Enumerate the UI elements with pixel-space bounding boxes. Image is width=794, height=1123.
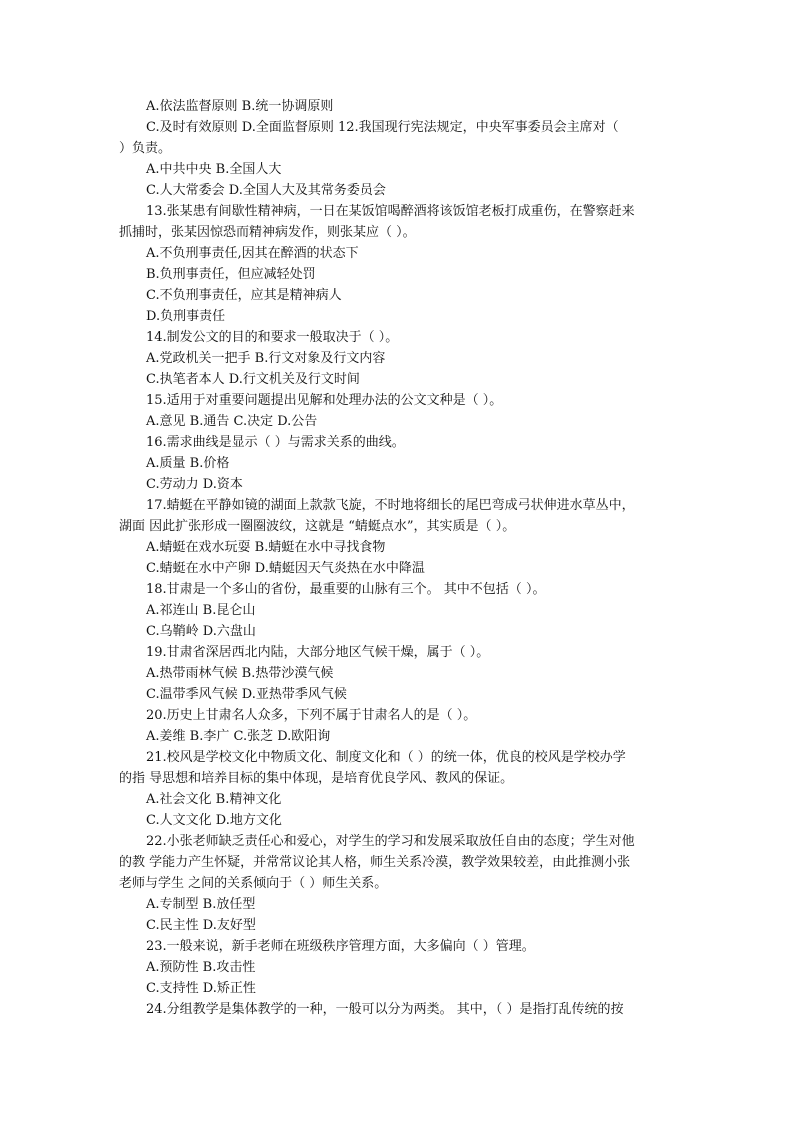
- text-line: 24.分组教学是集体教学的一种，一般可以分为两类。 其中，（ ）是指打乱传统的按: [146, 1002, 624, 1017]
- text-line: C.支持性 D.矫正性: [146, 981, 256, 996]
- text-line: A.预防性 B.攻击性: [146, 960, 256, 975]
- text-line: A.热带雨林气候 B.热带沙漠气候: [146, 666, 334, 681]
- text-line: 抓捕时，张某因惊恐而精神病发作，则张某应（ ）。: [119, 225, 416, 240]
- text-line: C.温带季风气候 D.亚热带季风气候: [146, 687, 347, 702]
- text-line: A.社会文化 B.精神文化: [146, 792, 282, 807]
- text-line: ）负责。: [119, 141, 172, 156]
- text-line: D.负刑事责任: [146, 309, 226, 324]
- text-line: 22.小张老师缺乏责任心和爱心，对学生的学习和发展采取放任自由的态度；学生对他: [146, 834, 635, 849]
- text-line: C.劳动力 D.资本: [146, 477, 243, 492]
- text-line: 21.校风是学校文化中物质文化、制度文化和（ ）的统一体，优良的校风是学校办学: [146, 750, 626, 765]
- text-line: 19.甘肃省深居西北内陆，大部分地区气候干燥，属于（ ）。: [146, 645, 490, 660]
- text-line: 14.制发公文的目的和要求一般取决于（ ）。: [146, 330, 399, 345]
- text-line: C.民主性 D.友好型: [146, 918, 256, 933]
- text-line: A.蜻蜓在戏水玩耍 B.蜻蜓在水中寻找食物: [146, 540, 386, 555]
- text-line: 23.一般来说，新手老师在班级秩序管理方面，大多偏向（ ）管理。: [146, 939, 535, 954]
- text-line: A.专制型 B.放任型: [146, 897, 256, 912]
- text-line: 15.适用于对重要问题提出见解和处理办法的公文文种是（ ）。: [146, 393, 503, 408]
- exam-question-text: [119, 96, 679, 1020]
- text-line: 17.蜻蜓在平静如镜的湖面上款款飞旋，不时地将细长的尾巴弯成弓状伸进水草丛中，: [146, 498, 635, 513]
- text-line: C.及时有效原则 D.全面监督原则 12.我国现行宪法规定，中央军事委员会主席对（: [146, 120, 619, 135]
- text-line: C.蜻蜓在水中产卵 D.蜻蜓因天气炎热在水中降温: [146, 561, 425, 576]
- text-line: C.不负刑事责任，应其是精神病人: [146, 288, 342, 303]
- text-line: A.中共中央 B.全国人大: [146, 162, 282, 177]
- text-line: 的教 学能力产生怀疑，并常常议论其人格，师生关系冷漠，教学效果较差，由此推测小张: [119, 855, 631, 870]
- text-line: 18.甘肃是一个多山的省份，最重要的山脉有三个。 其中不包括（ ）。: [146, 582, 546, 597]
- text-line: C.人文文化 D.地方文化: [146, 813, 282, 828]
- text-line: B.负刑事责任，但应减轻处罚: [146, 267, 316, 282]
- text-line: A.姜维 B.李广 C.张芝 D.欧阳询: [146, 729, 331, 744]
- text-line: 16.需求曲线是显示（ ）与需求关系的曲线。: [146, 435, 405, 450]
- text-line: 13.张某患有间歇性精神病，一日在某饭馆喝醉酒将该饭馆老板打成重伤，在警察赶来: [146, 204, 635, 219]
- text-line: 20.历史上甘肃名人众多，下列不属于甘肃名人的是（ ）。: [146, 708, 477, 723]
- text-line: A.意见 B.通告 C.决定 D.公告: [146, 414, 318, 429]
- text-line: C.乌鞘岭 D.六盘山: [146, 624, 256, 639]
- text-line: C.人大常委会 D.全国人大及其常务委员会: [146, 183, 386, 198]
- text-line: 的指 导思想和培养目标的集中体现，是培育优良学风、教风的保证。: [119, 771, 514, 786]
- text-line: 老师与学生 之间的关系倾向于（ ）师生关系。: [119, 876, 388, 891]
- text-line: C.执笔者本人 D.行文机关及行文时间: [146, 372, 360, 387]
- text-line: A.质量 B.价格: [146, 456, 230, 471]
- text-line: A.不负刑事责任,因其在醉酒的状态下: [146, 246, 359, 261]
- text-line: A.依法监督原则 B.统一协调原则: [146, 99, 334, 114]
- text-line: A.祁连山 B.昆仑山: [146, 603, 256, 618]
- text-line: A.党政机关一把手 B.行文对象及行文内容: [146, 351, 386, 366]
- text-line: 湖面 因此扩张形成一圈圈波纹，这就是 “蜻蜓点水”，其实质是（ ）。: [119, 519, 516, 534]
